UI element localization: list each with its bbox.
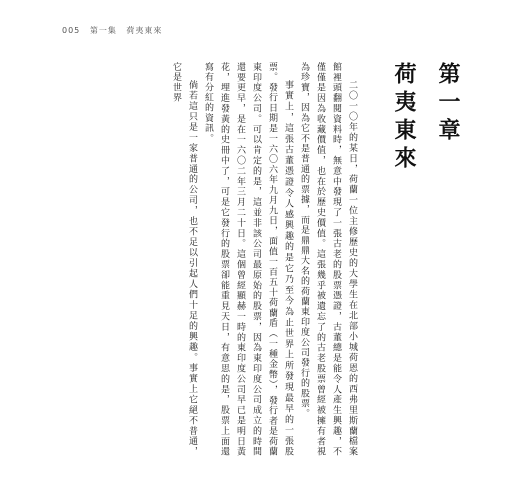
paragraph: 二〇一〇年的某日，荷蘭一位主修歷史的大學生在北部小城荷恩的西弗里斯蘭檔案館裡頭翻閱資料時，無意中發現了一張古老的股票憑證，古董總是能令人產生興趣，不僅僅是因為收藏價值，也在於歷史價值。這張幾乎被遺忘了的古老股票曾經被擁有者視為珍寶，因為它不是普通的票據，而是鼎鼎大名的荷蘭東印度公司發行的股票。: [299, 62, 357, 457]
chapter-heading: [390, 62, 460, 232]
running-head-chapter: 第一集: [89, 26, 117, 35]
paragraph: 事實上，這張古董憑證令人感興趣的是它乃至今為止世界上所發現最早的一張股票。發行日期是一六〇六年九月九日，面值一百五十荷蘭盾（一種金幣），發行者是荷蘭東印度公司。可以肯定的是，這並非該公司最原始的股票，因為東印度公司成立的時間還要更早，是在一六〇二年三月二十日。這個曾經顯赫一時的東印度公司早已是明日黃花，埋進發黃的史冊中了，可是它發行的股票卻能重見天日，有意思的是，股票上面還寫有分紅的資訊。: [203, 62, 293, 457]
paragraph: 倘若這只是一家普通的公司，也不足以引起人們十足的興趣。事實上它絕不普通，它是世界: [171, 62, 197, 457]
running-head-title: 荷夷東來: [126, 26, 163, 35]
body-text: [70, 62, 360, 457]
chapter-title: 荷夷東來: [391, 62, 416, 174]
running-head: [62, 25, 168, 36]
page-number: 005: [62, 26, 81, 35]
chapter-number: 第一章: [435, 62, 460, 146]
